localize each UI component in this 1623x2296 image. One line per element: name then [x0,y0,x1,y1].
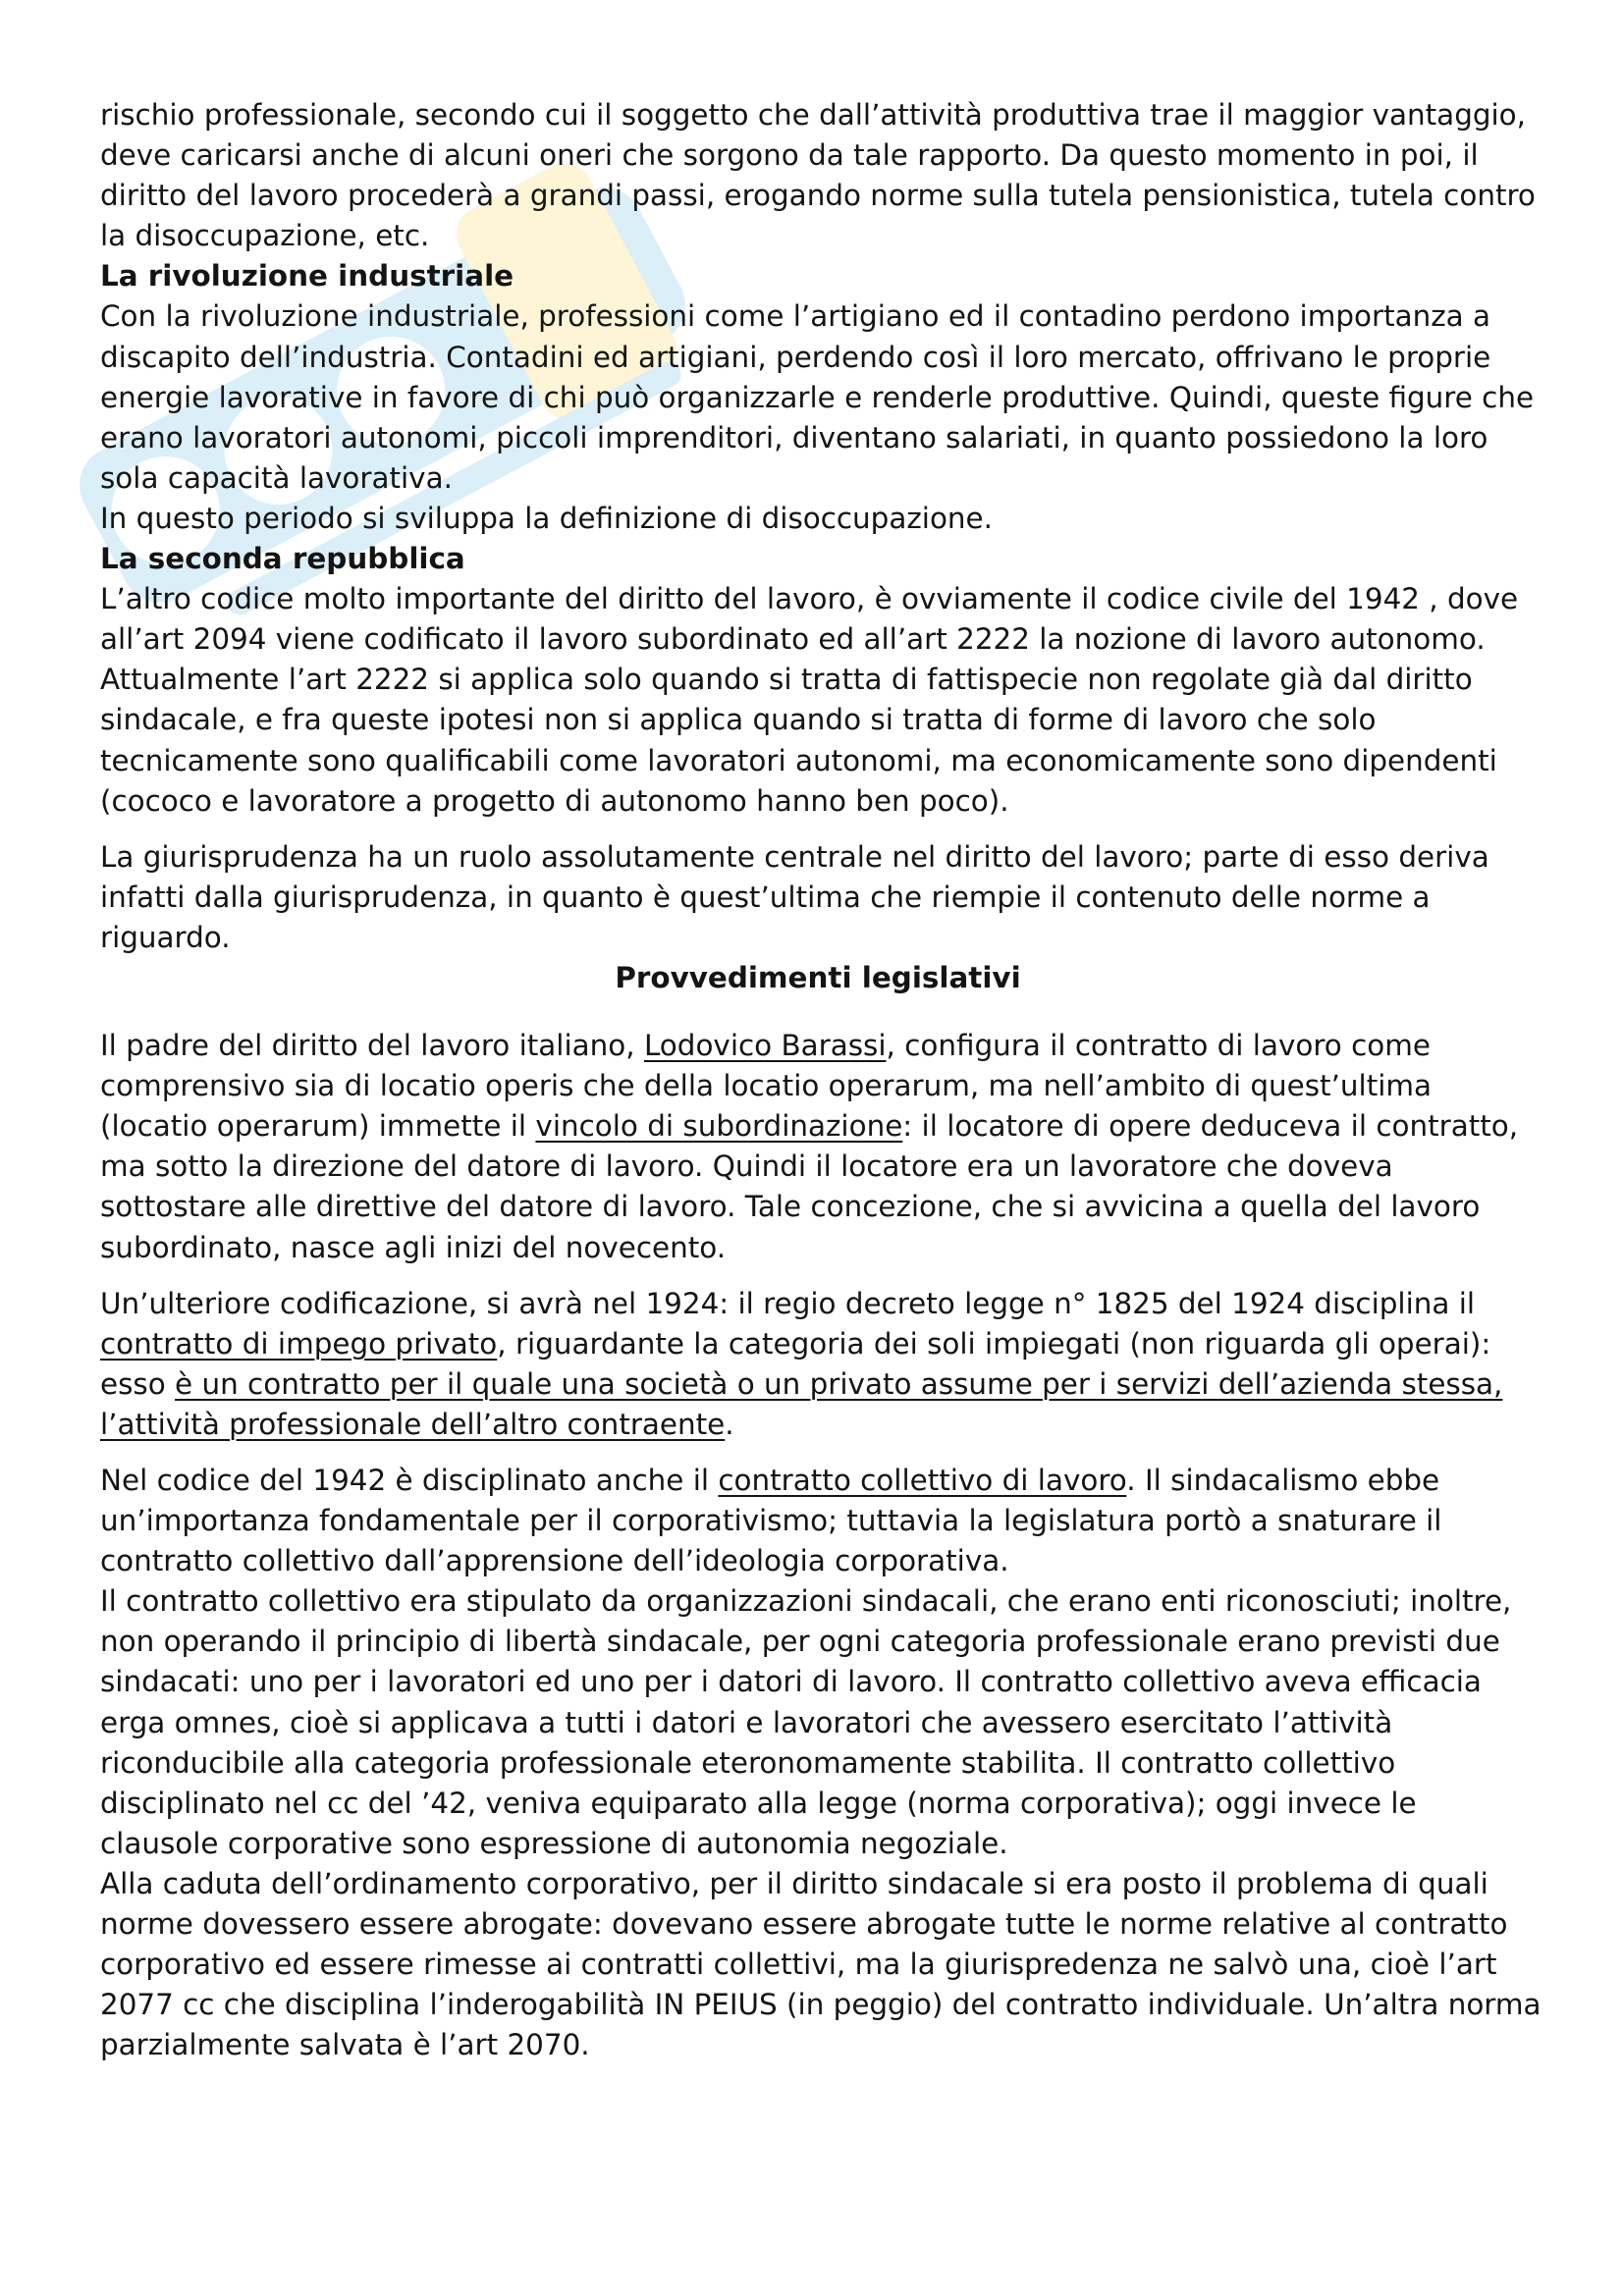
impiego-text-1: Un’ulteriore codificazione, si avrà nel 1924: il regio decreto legge n° 1825 del 1924 disciplina il [100,1286,1476,1320]
collettivo-paragraph-2: Il contratto collettivo era stipulato da organizzazioni sindacali, che erano enti riconosciuti; inoltre, non operando il principio di libertà sindacale, per ogni categoria professionale erano previsti due sindacati: uno per i lavoratori ed uno per i datori di lavoro. Il contratto collettivo aveva efficacia erga omnes, cioè si applicava a tutti i datori e lavoratori che avessero esercitato l’attività riconducibile alla categoria professionale eteronomamente stabilita. Il contratto collettivo disciplinato nel cc del ’42, veniva equiparato alla legge (norma corporativa); oggi invece le clausole corporative sono espressione di autonomia negoziale. [100,1584,1512,1860]
document-page [100,95,1543,2065]
repubblica-paragraph-2: La giurisprudenza ha un ruolo assolutamente centrale nel diritto del lavoro; parte di esso deriva infatti dalla giurisprudenza, in quanto è quest’ultima che riempie il contenuto delle norme a riguardo. [100,839,1489,954]
collettivo-paragraph-1 [100,1461,1543,1581]
impiego-text-2: , riguardante la categoria dei soli impiegati (non riguarda gli operai): esso [100,1326,1491,1401]
vincolo-subordinazione: vincolo di subordinazione [535,1109,903,1144]
section-heading-repubblica: La seconda repubblica [100,542,465,576]
collettivo-paragraph-3: Alla caduta dell’ordinamento corporativo, per il diritto sindacale si era posto il problema di quali norme dovessero essere abrogate: dovevano essere abrogate tutte le norme relative al contratto corporativo ed essere rimesse ai contratti collettivi, ma la giurispredenza ne salvò una, cioè l’art 2077 cc che disciplina l’inderogabilità IN PEIUS (in peggio) del contratto individuale. Un’altra norma parzialmente salvata è l’art 2070. [100,1866,1542,2062]
rivoluzione-paragraph-1: Con la rivoluzione industriale, professioni come l’artigiano ed il contadino perdono importanza a discapito dell’industria. Contadini ed artigiani, perdendo così il loro mercato, offrivano le proprie energie lavorative in favore di chi può organizzarle e renderle produttive. Quindi, queste figure che erano lavoratori autonomi, piccoli imprenditori, diventano salariati, in quanto possiedono la loro sola capacità lavorativa. [100,299,1535,495]
intro-paragraph: rischio professionale, secondo cui il soggetto che dall’attività produttiva trae il maggior vantaggio, deve caricarsi anche di alcuni oneri che sorgono da tale rapporto. Da questo momento in poi, il diritto del lavoro procederà a grandi passi, erogando norme sulla tutela pensionistica, tutela contro la disoccupazione, etc. [100,98,1536,253]
collettivo-text-1: Nel codice del 1942 è disciplinato anche il [100,1464,719,1497]
barassi-name: Lodovico Barassi [643,1029,887,1063]
section-heading-rivoluzione: La rivoluzione industriale [100,259,514,294]
section-heading-provvedimenti: Provvedimenti legislativi [615,960,1021,994]
impiego-contratto: contratto di impego privato [100,1326,498,1361]
impiego-text-3: . [725,1407,734,1441]
barassi-text-1: Il padre del diritto del lavoro italiano, [100,1029,644,1063]
collettivo-text-2: . Il sindacalismo ebbe un’importanza fondamentale per il corporativismo; tuttavia la legislatura portò a snaturare il contratto collettivo dall’apprensione dell’ideologia corporativa. [100,1464,1442,1578]
barassi-text-3: : il locatore di opere deduceva il contratto, ma sotto la direzione del datore di lavoro. Quindi il locatore era un lavoratore che doveva sottostare alle direttive del datore di lavoro. Tale concezione, che si avvicina a quella del lavoro subordinato, nasce agli inizi del novecento. [100,1109,1519,1264]
rivoluzione-paragraph-2: In questo periodo si sviluppa la definizione di disoccupazione. [100,501,993,535]
barassi-paragraph [100,1026,1543,1268]
impiego-definizione: è un contratto per il quale una società o un privato assume per i servizi dell’azienda stessa, l’attività professionale dell’altro contraente [100,1366,1503,1441]
impiego-paragraph [100,1284,1543,1445]
barassi-text-2: , configura il contratto di lavoro come comprensivo sia di locatio operis che della locatio operarum, ma nell’ambito di quest’ultima (locatio operarum) immette il [100,1029,1433,1144]
repubblica-paragraph-1: L’altro codice molto importante del diritto del lavoro, è ovviamente il codice civile del 1942 , dove all’art 2094 viene codificato il lavoro subordinato ed all’art 2222 la nozione di lavoro autonomo. Attualmente l’art 2222 si applica solo quando si tratta di fattispecie non regolate già dal diritto sindacale, e fra queste ipotesi non si applica quando si tratta di forme di lavoro che solo tecnicamente sono qualificabili come lavoratori autonomi, ma economicamente sono dipendenti (cococo e lavoratore a progetto di autonomo hanno ben poco). [100,582,1519,818]
collettivo-contratto: contratto collettivo di lavoro [718,1464,1127,1497]
